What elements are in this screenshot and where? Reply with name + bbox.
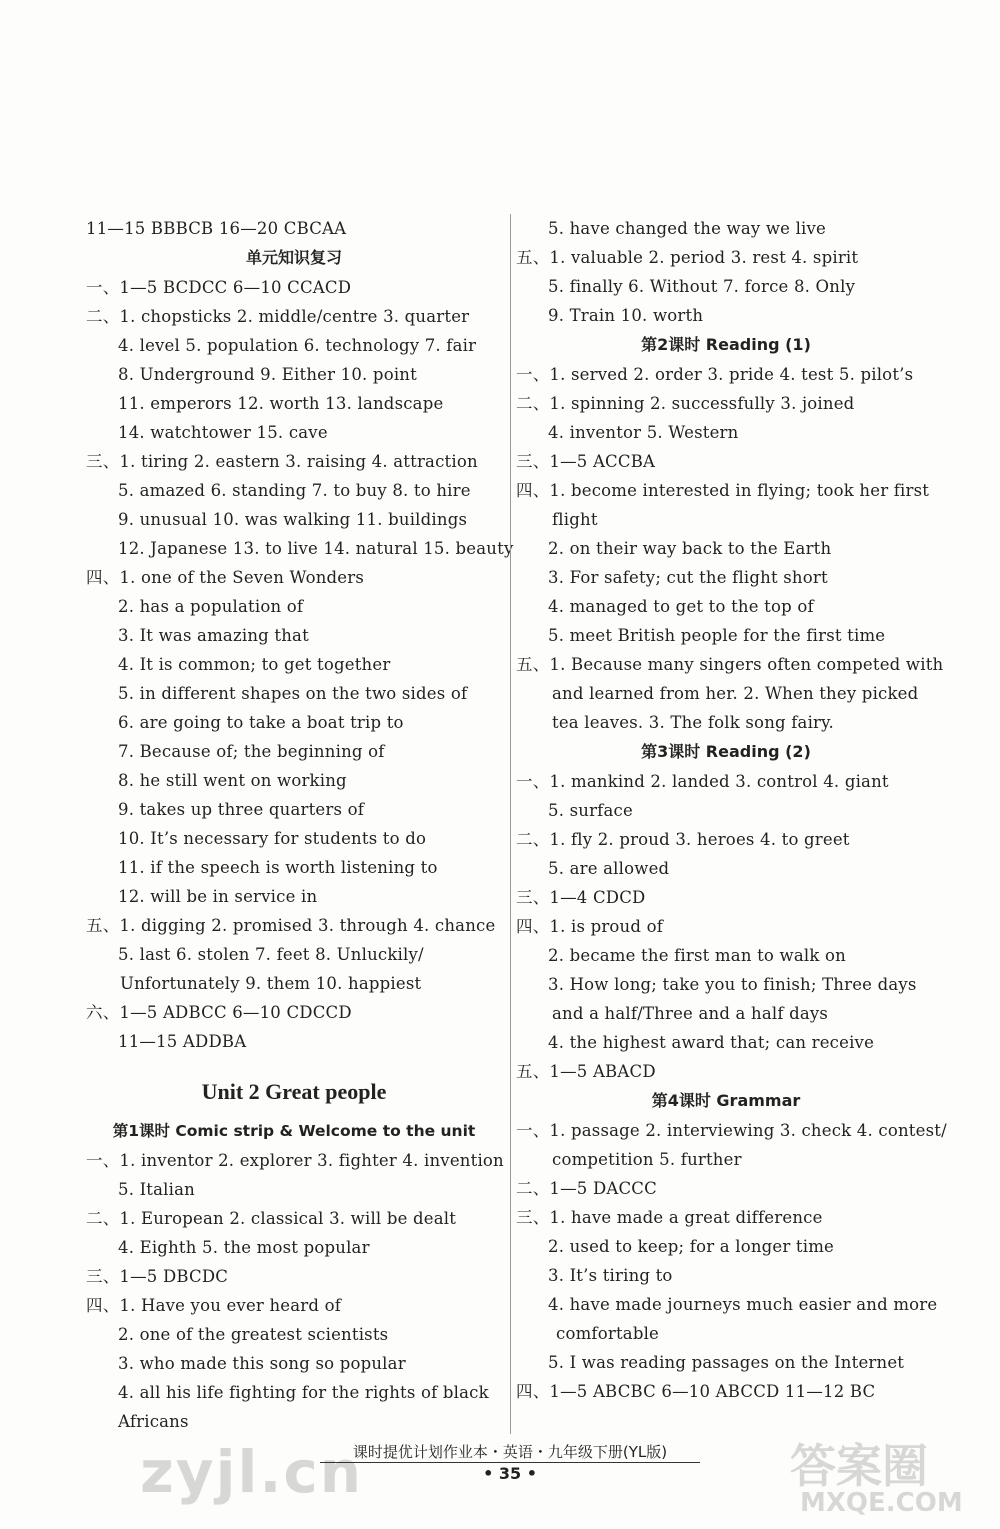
answer-line: 四、1. Have you ever heard of (86, 1296, 342, 1315)
answer-line: competition 5. further (552, 1150, 742, 1169)
watermark-url: MXQE.COM (800, 1488, 963, 1518)
answer-line: 6. are going to take a boat trip to (118, 713, 404, 732)
answer-line: 六、1—5 ADBCC 6—10 CDCCD (86, 1003, 352, 1022)
answer-line: Africans (118, 1412, 189, 1431)
answer-line: 二、1. chopsticks 2. middle/centre 3. quarter (86, 307, 470, 326)
answer-line: tea leaves. 3. The folk song fairy. (552, 713, 834, 732)
answer-line: 四、1. one of the Seven Wonders (86, 568, 365, 587)
answer-line: Unfortunately 9. them 10. happiest (120, 974, 422, 993)
answer-line: 11—15 ADDBA (118, 1032, 247, 1051)
answer-line: 五、1. digging 2. promised 3. through 4. chance (86, 916, 496, 935)
left-column (86, 214, 514, 1436)
answer-line: 3. How long; take you to finish; Three days (548, 975, 917, 994)
answer-line: 5. meet British people for the first time (548, 626, 886, 645)
answer-line: 三、1. tiring 2. eastern 3. raising 4. attraction (86, 452, 478, 471)
answer-line: 11. if the speech is worth listening to (118, 858, 438, 877)
answer-line: 3. It was amazing that (118, 626, 309, 645)
answer-line: 2. on their way back to the Earth (548, 539, 832, 558)
answer-line: 5. in different shapes on the two sides of (118, 684, 468, 703)
answer-line: 4. inventor 5. Western (548, 423, 739, 442)
answer-line: 四、1. is proud of (516, 917, 664, 936)
answer-line: 一、1. served 2. order 3. pride 4. test 5. pilot’s (516, 365, 914, 384)
answer-line: 一、1. inventor 2. explorer 3. fighter 4. invention (86, 1151, 504, 1170)
answer-line: 一、1—5 BCDCC 6—10 CCACD (86, 278, 352, 297)
answer-line: and a half/Three and a half days (552, 1004, 829, 1023)
answer-line: 5. finally 6. Without 7. force 8. Only (548, 277, 856, 296)
answer-line: 2. one of the greatest scientists (118, 1325, 389, 1344)
answer-line: 8. he still went on working (118, 771, 347, 790)
answer-line: 5. I was reading passages on the Internet (548, 1353, 905, 1372)
answer-line: 5. Italian (118, 1180, 195, 1199)
section-heading: 第3课时 Reading (2) (641, 742, 811, 761)
answer-line: 二、1. European 2. classical 3. will be dealt (86, 1209, 457, 1228)
answer-line: 五、1. Because many singers often competed with (516, 655, 944, 674)
answer-line: 8. Underground 9. Either 10. point (118, 365, 417, 384)
answer-line: 5. are allowed (548, 859, 670, 878)
answer-line: 一、1. mankind 2. landed 3. control 4. giant (516, 772, 889, 791)
section-heading: 单元知识复习 (245, 248, 342, 267)
answer-line: 三、1—4 CDCD (516, 888, 646, 907)
answer-line: 二、1—5 DACCC (516, 1179, 657, 1198)
column-divider (510, 214, 511, 1434)
answer-line: 三、1. have made a great difference (516, 1208, 823, 1227)
answer-line: 4. managed to get to the top of (548, 597, 814, 616)
answer-line: 一、1. passage 2. interviewing 3. check 4. contest/ (516, 1121, 947, 1140)
section-heading: 第4课时 Grammar (651, 1091, 801, 1110)
answer-line: 3. It’s tiring to (548, 1266, 673, 1285)
answer-line: 2. used to keep; for a longer time (548, 1237, 835, 1256)
answer-line: 4. Eighth 5. the most popular (118, 1238, 370, 1257)
answer-line: 7. Because of; the beginning of (118, 742, 385, 761)
answer-line: 5. surface (548, 801, 633, 820)
answer-line: 5. amazed 6. standing 7. to buy 8. to hire (118, 481, 471, 500)
answer-line: 4. the highest award that; can receive (548, 1033, 875, 1052)
answer-line: 11—15 BBBCB 16—20 CBCAA (86, 219, 347, 238)
answer-line: 9. Train 10. worth (548, 306, 704, 325)
unit-title: Unit 2 Great people (201, 1079, 387, 1104)
answer-line: 14. watchtower 15. cave (118, 423, 328, 442)
answer-line: 5. last 6. stolen 7. feet 8. Unluckily/ (118, 945, 424, 964)
answer-line: 2. has a population of (118, 597, 304, 616)
answer-line: 五、1—5 ABACD (516, 1062, 656, 1081)
answer-line: 三、1—5 DBCDC (86, 1267, 229, 1286)
answer-line: 4. It is common; to get together (118, 655, 391, 674)
answer-line: 4. have made journeys much easier and more (548, 1295, 938, 1314)
page-number: • 35 • (483, 1464, 537, 1483)
answer-line: 3. who made this song so popular (118, 1354, 406, 1373)
answer-line: 5. have changed the way we live (548, 219, 827, 238)
right-column (516, 214, 947, 1406)
answer-line: 10. It’s necessary for students to do (118, 829, 427, 848)
footer-title: 课时提优计划作业本・英语・九年级下册(YL版) (320, 1442, 700, 1463)
answer-line: 二、1. spinning 2. successfully 3. joined (516, 394, 855, 413)
answer-line: 4. all his life fighting for the rights of black (118, 1383, 489, 1402)
answer-line: 12. Japanese 13. to live 14. natural 15. beauty (118, 539, 514, 558)
watermark-logo: 答案圈 (790, 1439, 928, 1493)
answer-line: 三、1—5 ACCBA (516, 452, 656, 471)
answer-line: comfortable (556, 1324, 660, 1343)
answer-line: 12. will be in service in (118, 887, 318, 906)
answer-line: 四、1—5 ABCBC 6—10 ABCCD 11—12 BC (516, 1382, 876, 1401)
watermark-zyjl: zyjl.cn (140, 1438, 364, 1506)
answer-line: 9. takes up three quarters of (118, 800, 365, 819)
answer-line: 二、1. fly 2. proud 3. heroes 4. to greet (516, 830, 850, 849)
answer-line: and learned from her. 2. When they picked (552, 684, 919, 703)
section-heading: 第1课时 Comic strip & Welcome to the unit (112, 1122, 476, 1140)
section-heading: 第2课时 Reading (1) (641, 335, 811, 354)
answer-line: flight (552, 510, 598, 529)
answer-line: 11. emperors 12. worth 13. landscape (118, 394, 444, 413)
answer-line: 五、1. valuable 2. period 3. rest 4. spirit (516, 248, 859, 267)
answer-line: 四、1. become interested in flying; took her first (516, 481, 930, 500)
answer-line: 3. For safety; cut the flight short (548, 568, 828, 587)
answer-line: 2. became the first man to walk on (548, 946, 846, 965)
answer-line: 4. level 5. population 6. technology 7. fair (118, 336, 477, 355)
answer-line: 9. unusual 10. was walking 11. buildings (118, 510, 468, 529)
